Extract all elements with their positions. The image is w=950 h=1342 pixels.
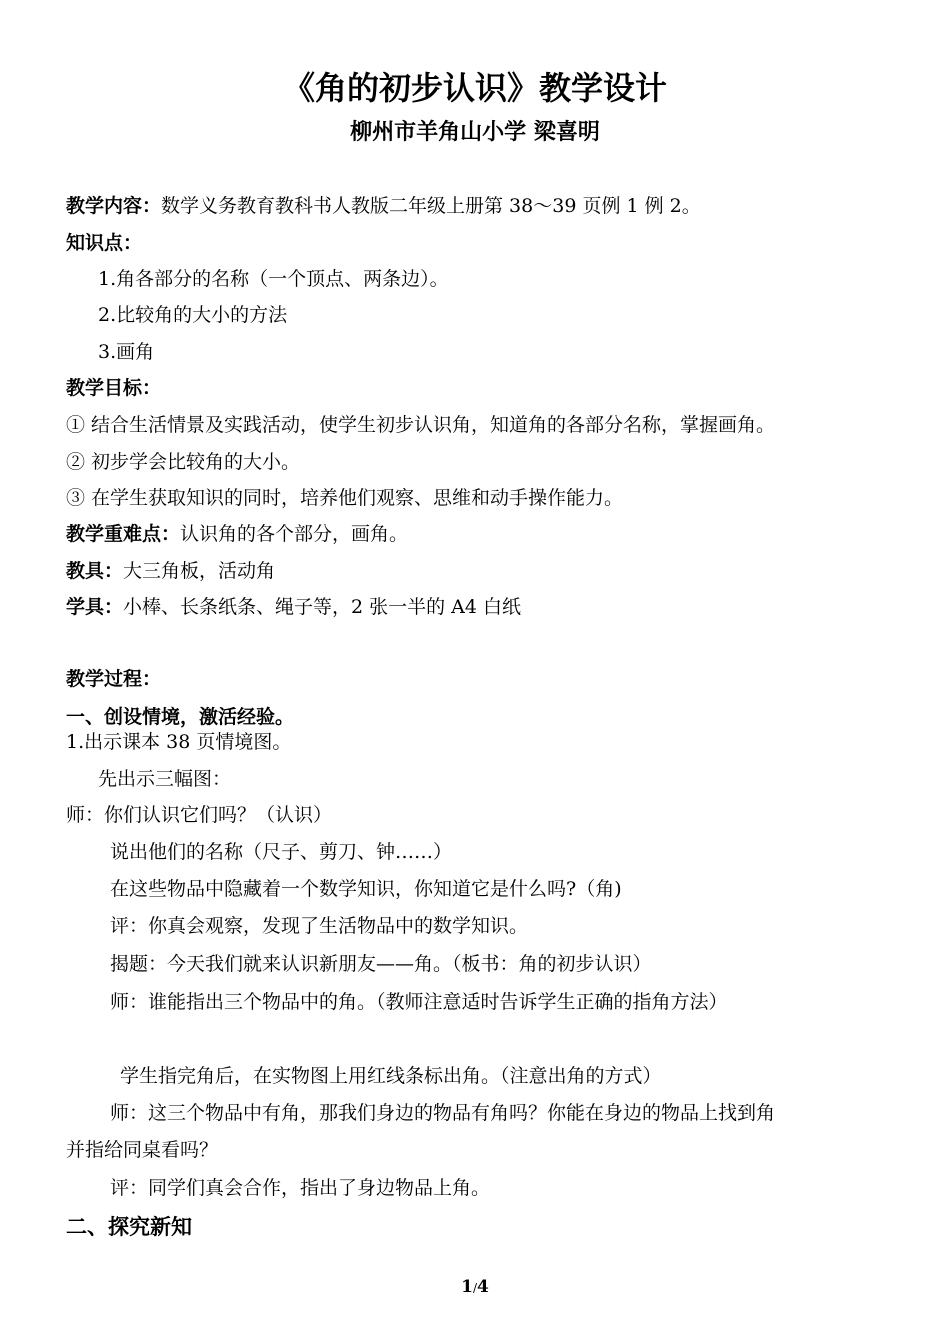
- page-separator: /: [472, 1281, 478, 1295]
- knowledge-item: 1.角各部分的名称（一个顶点、两条边）。: [98, 268, 449, 290]
- section-heading: 一、创设情境，激活经验。: [66, 706, 295, 728]
- process-line: 先出示三幅图：: [98, 768, 232, 790]
- page-footer: [0, 1275, 950, 1300]
- student-tools-text: 小棒、长条纸条、绳子等，2 张一半的 A4 白纸: [123, 596, 522, 618]
- process-line: 1.出示课本 38 页情境图。: [66, 731, 292, 753]
- page-title: 《角的初步认识》教学设计: [282, 69, 667, 107]
- process-line: 说出他们的名称（尺子、剪刀、钟……）: [110, 841, 453, 863]
- keypoints-text: 认识角的各个部分，画角。: [180, 523, 409, 545]
- tools-label: 教具：: [66, 560, 124, 582]
- objective-item: ② 初步学会比较角的大小。: [66, 451, 301, 473]
- keypoints-label: 教学重难点：: [66, 523, 181, 545]
- student-tools-row: [66, 595, 521, 619]
- process-line: 师：这三个物品中有角，那我们身边的物品有角吗？你能在身边的物品上找到角: [110, 1102, 776, 1124]
- content-row: [66, 194, 701, 218]
- process-line: 学生指完角后，在实物图上用红线条标出角。（注意出角的方式）: [120, 1065, 662, 1087]
- knowledge-label: 知识点：: [66, 232, 143, 254]
- process-line: 在这些物品中隐藏着一个数学知识，你知道它是什么吗?（角): [110, 878, 622, 900]
- content-text: 数学义务教育教科书人教版二年级上册第 38～39 页例 1 例 2。: [161, 195, 701, 217]
- objective-item: ① 结合生活情景及实践活动，使学生初步认识角，知道角的各部分名称，掌握画角。: [66, 414, 776, 436]
- author-line: 柳州市羊角山小学 梁喜明: [350, 120, 600, 145]
- page-number: 1: [461, 1277, 473, 1297]
- process-line: 师：谁能指出三个物品中的角。（教师注意适时告诉学生正确的指角方法）: [110, 991, 728, 1013]
- student-tools-label: 学具：: [66, 596, 124, 618]
- objectives-label: 教学目标：: [66, 377, 162, 399]
- content-label: 教学内容：: [66, 195, 162, 217]
- knowledge-item: 3.画角: [98, 341, 155, 363]
- objective-item: ③ 在学生获取知识的同时，培养他们观察、思维和动手操作能力。: [66, 487, 624, 509]
- tools-text: 大三角板，活动角: [123, 560, 276, 582]
- tools-row: [66, 559, 275, 583]
- knowledge-item: 2.比较角的大小的方法: [98, 304, 288, 326]
- process-line: 评：你真会观察，发现了生活物品中的数学知识。: [110, 915, 529, 937]
- keypoints-row: [66, 522, 408, 546]
- process-line: 师：你们认识它们吗？（认识）: [66, 804, 333, 826]
- page-total: 4: [477, 1277, 489, 1297]
- process-label: 教学过程：: [66, 668, 162, 690]
- process-line: 揭题：今天我们就来认识新朋友——角。（板书：角的初步认识）: [110, 953, 652, 975]
- process-line: 评：同学们真会合作，指出了身边物品上角。: [110, 1177, 491, 1199]
- section-heading: 二、探究新知: [66, 1215, 192, 1239]
- process-line: 并指给同桌看吗？: [66, 1139, 219, 1161]
